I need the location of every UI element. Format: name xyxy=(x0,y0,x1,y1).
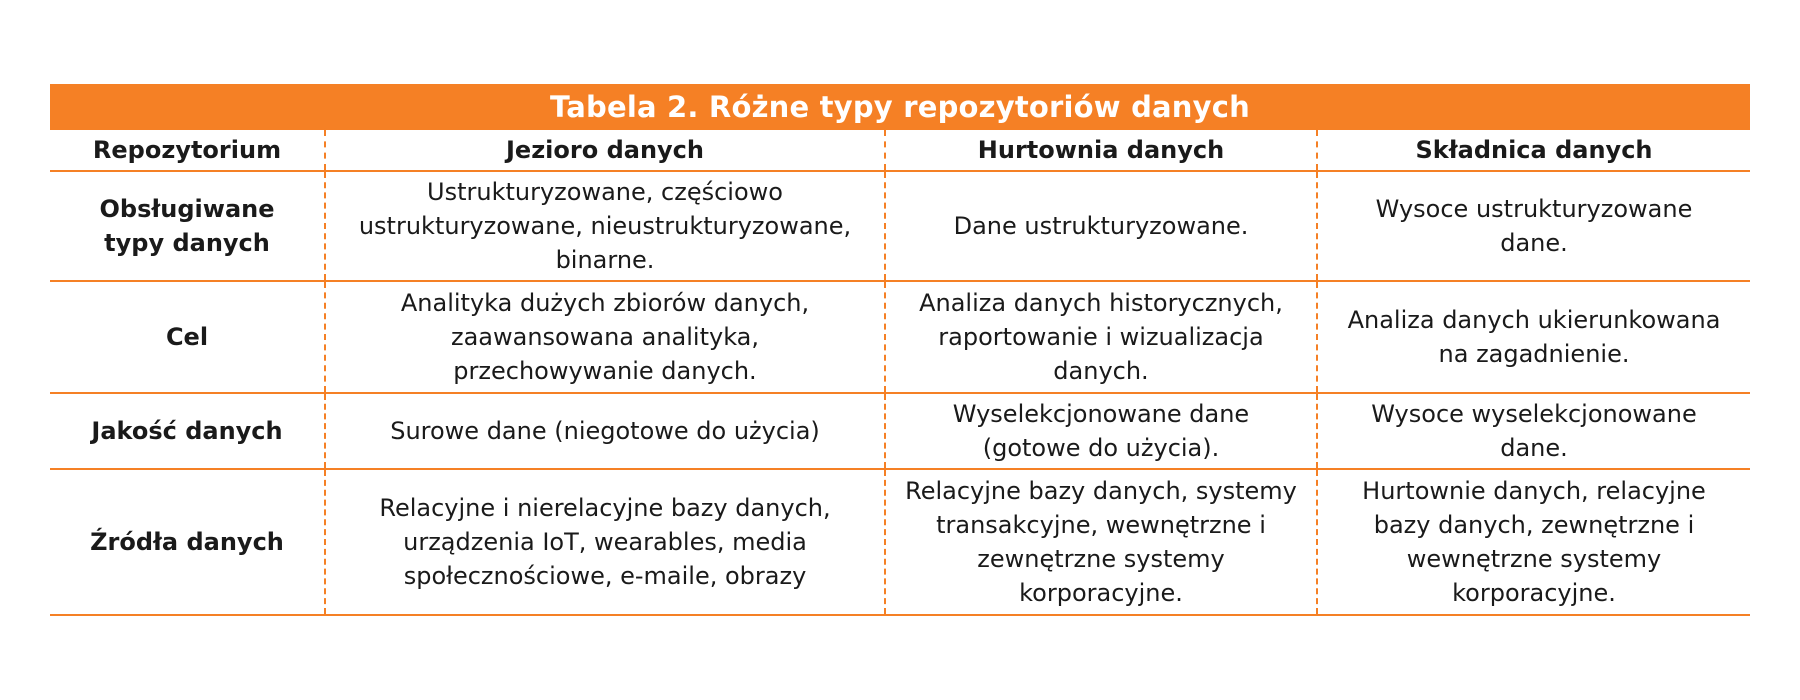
table-cell: Dane ustrukturyzowane. xyxy=(885,171,1317,281)
table-cell: Wysoce wyselekcjonowane dane. xyxy=(1317,393,1750,469)
table-cell: Analiza danych historycznych, raportowanie i wizualizacja danych. xyxy=(885,281,1317,393)
row-label: Obsługiwane typy danych xyxy=(99,195,275,257)
table-row xyxy=(50,469,1750,615)
table-row xyxy=(50,393,1750,469)
row-label: Cel xyxy=(165,323,209,351)
table-cell: Analityka dużych zbiorów danych, zaawansowana analityka, przechowywanie danych. xyxy=(325,281,885,393)
table-cell: Relacyjne i nierelacyjne bazy danych, urządzenia IoT, wearables, media społecznościowe, e-maile, obrazy xyxy=(325,469,885,615)
column-header-data-mart: Składnica danych xyxy=(1317,130,1750,171)
header-row xyxy=(50,130,1750,171)
row-label: Źródła danych xyxy=(90,528,284,556)
table-cell: Surowe dane (niegotowe do użycia) xyxy=(325,393,885,469)
comparison-table xyxy=(50,130,1750,616)
data-repository-table xyxy=(50,84,1750,616)
table-cell: Ustrukturyzowane, częściowo ustrukturyzowane, nieustrukturyzowane, binarne. xyxy=(325,171,885,281)
table-cell: Wysoce ustrukturyzowane dane. xyxy=(1317,171,1750,281)
table-cell: Wyselekcjonowane dane (gotowe do użycia). xyxy=(885,393,1317,469)
row-label: Jakość danych xyxy=(91,417,283,445)
table-cell: Analiza danych ukierunkowana na zagadnienie. xyxy=(1317,281,1750,393)
table-cell: Relacyjne bazy danych, systemy transakcyjne, wewnętrzne i zewnętrzne systemy korporacyjne. xyxy=(885,469,1317,615)
table-row xyxy=(50,171,1750,281)
table-cell: Hurtownie danych, relacyjne bazy danych, zewnętrzne i wewnętrzne systemy korporacyjne. xyxy=(1317,469,1750,615)
column-header-data-lake: Jezioro danych xyxy=(325,130,885,171)
table-title: Tabela 2. Różne typy repozytoriów danych xyxy=(50,84,1750,130)
column-header-data-warehouse: Hurtownia danych xyxy=(885,130,1317,171)
table-row xyxy=(50,281,1750,393)
column-header-repository: Repozytorium xyxy=(92,136,282,164)
